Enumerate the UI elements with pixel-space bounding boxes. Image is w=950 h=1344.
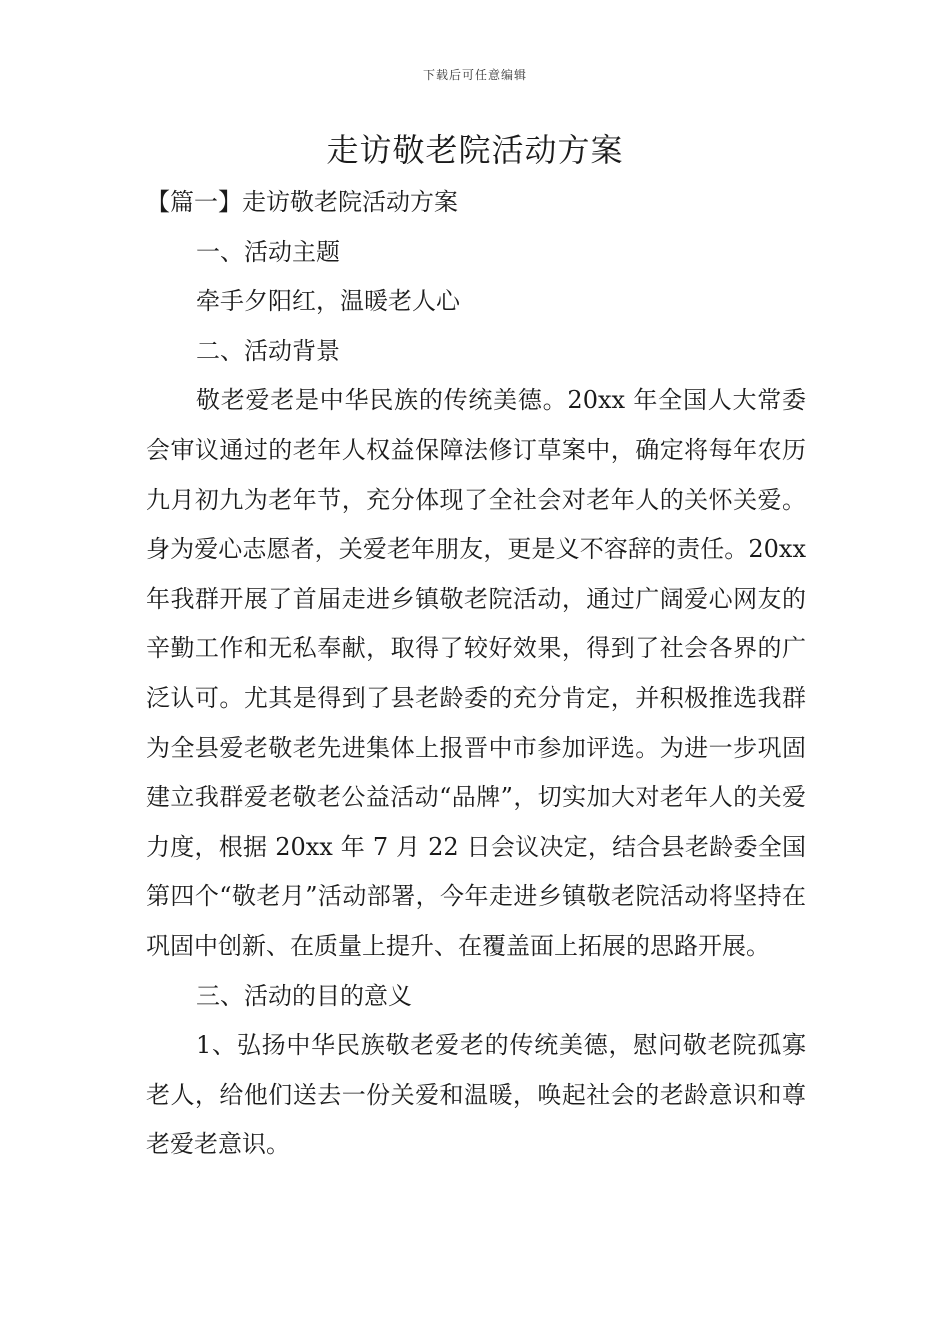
document-body [146,178,806,1170]
page-header-note: 下载后可任意编辑 [422,68,527,82]
background-paragraph: 敬老爱老是中华民族的传统美德。20xx 年全国人大常委会审议通过的老年人权益保障法修订草案中，确定将每年农历九月初九为老年节，充分体现了全社会对老年人的关怀关爱。身为爱心志愿者，关爱老年朋友，更是义不容辞的责任。20xx 年我群开展了首届走进乡镇敬老院活动，通过广阔爱心网友的辛勤工作和无私奉献，取得了较好效果，得到了社会各界的广泛认可。尤其是得到了县老龄委的充分肯定，并积极推选我群为全县爱老敬老先进集体上报晋中市参加评选。为进一步巩固建立我群爱老敬老公益活动“品牌”，切实加大对老年人的关爱力度，根据 20xx 年 7 月 22 日会议决定，结合县老龄委全国第四个“敬老月”活动部署，今年走进乡镇敬老院活动将坚持在巩固中创新、在质量上提升、在覆盖面上拓展的思路开展。 [146,386,806,960]
section-heading-theme: 一、活动主题 [196,237,340,266]
theme-text: 牵手夕阳红，温暖老人心 [196,287,460,316]
section-heading-part-one: 【篇一】走访敬老院活动方案 [146,188,458,216]
section-heading-purpose: 三、活动的目的意义 [196,981,412,1010]
section-heading-background: 二、活动背景 [196,336,340,365]
document-title: 走访敬老院活动方案 [326,131,624,169]
purpose-item-1: 1、弘扬中华民族敬老爱老的传统美德，慰问敬老院孤寡老人，给他们送去一份关爱和温暖，唤起社会的老龄意识和尊老爱老意识。 [146,1031,806,1159]
